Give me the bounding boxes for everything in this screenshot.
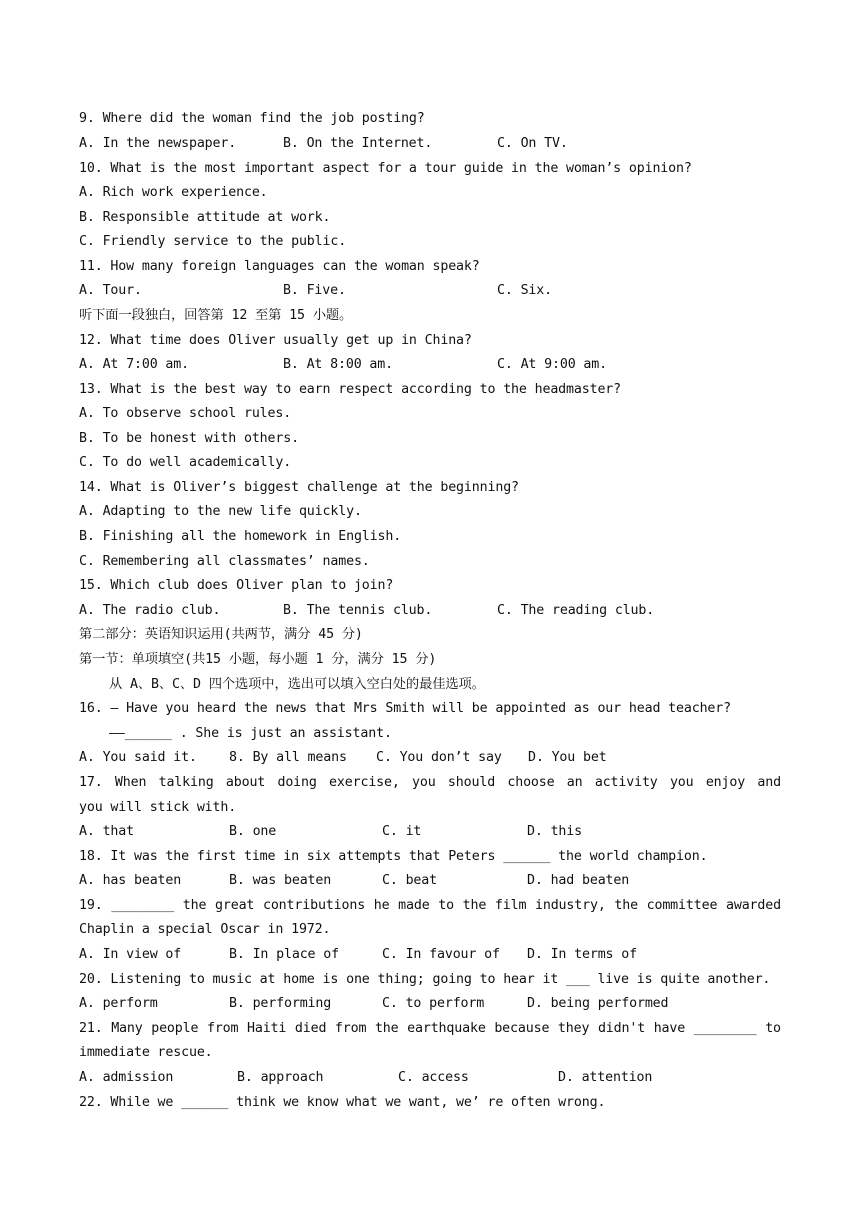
question-10-option-b: B. Responsible attitude at work. xyxy=(79,210,331,225)
word: enjoy xyxy=(705,775,746,790)
word: Many xyxy=(111,1021,143,1036)
option-a: A. The radio club. xyxy=(79,603,221,618)
option-a: A. In view of xyxy=(79,947,182,962)
word: Haiti xyxy=(247,1021,287,1036)
word: great xyxy=(215,898,255,913)
option-c: C. to perform xyxy=(382,996,485,1011)
word: committee xyxy=(646,898,718,913)
word: to xyxy=(765,1021,781,1036)
option-a: A. In the newspaper. xyxy=(79,136,237,151)
word: 21. xyxy=(79,1021,103,1036)
word: an xyxy=(566,775,583,790)
word: awarded xyxy=(725,898,781,913)
word: made xyxy=(398,898,430,913)
question-9-options xyxy=(79,132,781,156)
question-22-stem: 22. While we ______ think we know what we want, we’ re often wrong. xyxy=(79,1095,606,1110)
option-b: B. In place of xyxy=(229,947,339,962)
word: 19. xyxy=(79,898,103,913)
word: earthquake xyxy=(407,1021,486,1036)
word: about xyxy=(225,775,266,790)
option-a: A. that xyxy=(79,824,134,839)
question-10-stem: 10. What is the most important aspect for a tour guide in the woman’s opinion? xyxy=(79,161,692,176)
question-11-options xyxy=(79,279,781,303)
blank: ________ xyxy=(111,898,175,913)
question-17-options xyxy=(79,820,781,844)
option-c: C. You don’t say xyxy=(376,750,502,765)
word: choose xyxy=(507,775,555,790)
blank: ________ xyxy=(693,1021,757,1036)
word: the xyxy=(182,898,207,913)
question-10-option-a: A. Rich work experience. xyxy=(79,185,268,200)
word: they xyxy=(557,1021,590,1036)
question-19-stem xyxy=(79,894,781,918)
word: 17. xyxy=(79,775,103,790)
word: and xyxy=(757,775,781,790)
option-c: C. Six. xyxy=(497,283,552,298)
question-13-option-a: A. To observe school rules. xyxy=(79,406,292,421)
word: When xyxy=(114,775,147,790)
option-b: B. At 8:00 am. xyxy=(283,357,393,372)
question-14-option-c: C. Remembering all classmates’ names. xyxy=(79,554,370,569)
option-b: B. The tennis club. xyxy=(283,603,433,618)
option-a: A. Tour. xyxy=(79,283,142,298)
question-21-stem-continued: immediate rescue. xyxy=(79,1045,213,1060)
option-c: C. it xyxy=(382,824,422,839)
option-a: A. perform xyxy=(79,996,158,1011)
question-18-options xyxy=(79,869,781,893)
option-d: D. You bet xyxy=(528,750,607,765)
option-c: C. On TV. xyxy=(497,136,568,151)
option-c: C. beat xyxy=(382,873,437,888)
question-14-option-b: B. Finishing all the homework in English. xyxy=(79,529,402,544)
word: because xyxy=(494,1021,550,1036)
question-21-options xyxy=(79,1066,781,1090)
word: exercise, xyxy=(329,775,400,790)
option-a: A. admission xyxy=(79,1070,174,1085)
question-19-options xyxy=(79,943,781,967)
word: from xyxy=(334,1021,367,1036)
word: have xyxy=(653,1021,686,1036)
question-21-stem xyxy=(79,1017,781,1041)
word: the xyxy=(462,898,487,913)
word: industry, xyxy=(534,898,606,913)
option-d: D. this xyxy=(527,824,582,839)
section-1-heading: 第一节：单项填空(共15 小题，每小题 1 分，满分 15 分) xyxy=(79,652,437,667)
question-16-stem: 16. — Have you heard the news that Mrs Smith will be appointed as our head teacher? xyxy=(79,701,731,716)
option-a: A. has beaten xyxy=(79,873,182,888)
option-b: B. On the Internet. xyxy=(283,136,433,151)
question-15-stem: 15. Which club does Oliver plan to join? xyxy=(79,578,394,593)
word: the xyxy=(374,1021,399,1036)
question-11-stem: 11. How many foreign languages can the woman speak? xyxy=(79,259,480,274)
option-d: D. had beaten xyxy=(527,873,630,888)
word: to xyxy=(438,898,454,913)
question-12-options xyxy=(79,353,781,377)
question-10-option-c: C. Friendly service to the public. xyxy=(79,234,347,249)
option-d: D. attention xyxy=(558,1070,653,1085)
word: film xyxy=(494,898,527,913)
section-1-instruction: 从 A、B、C、D 四个选项中，选出可以填入空白处的最佳选项。 xyxy=(109,677,485,692)
option-c: C. At 9:00 am. xyxy=(497,357,607,372)
question-12-stem: 12. What time does Oliver usually get up in China? xyxy=(79,333,472,348)
word: from xyxy=(206,1021,239,1036)
question-14-stem: 14. What is Oliver’s biggest challenge at the beginning? xyxy=(79,480,519,495)
word: the xyxy=(614,898,638,913)
option-b: B. was beaten xyxy=(229,873,332,888)
word: didn't xyxy=(597,1021,646,1036)
word: people xyxy=(151,1021,199,1036)
question-18-stem: 18. It was the first time in six attempts that Peters ______ the world champion. xyxy=(79,849,708,864)
word: he xyxy=(373,898,390,913)
word: you xyxy=(412,775,436,790)
question-20-options xyxy=(79,992,781,1016)
option-d: D. being performed xyxy=(527,996,669,1011)
word: talking xyxy=(158,775,214,790)
question-13-stem: 13. What is the best way to earn respect according to the headmaster? xyxy=(79,382,622,397)
question-16-options xyxy=(79,746,781,770)
question-19-stem-continued: Chaplin a special Oscar in 1972. xyxy=(79,922,331,937)
option-b: B. Five. xyxy=(283,283,346,298)
option-c: C. The reading club. xyxy=(497,603,655,618)
question-14-option-a: A. Adapting to the new life quickly. xyxy=(79,504,362,519)
question-9-stem: 9. Where did the woman find the job posting? xyxy=(79,111,425,126)
word: contributions xyxy=(262,898,366,913)
question-17-stem xyxy=(79,771,781,795)
monologue-instruction: 听下面一段独白，回答第 12 至第 15 小题。 xyxy=(79,308,353,323)
word: you xyxy=(669,775,694,790)
word: doing xyxy=(277,775,317,790)
question-16-response: ——______ . She is just an assistant. xyxy=(109,726,392,741)
word: activity xyxy=(594,775,658,790)
option-d: D. In terms of xyxy=(527,947,637,962)
part-2-heading: 第二部分：英语知识运用(共两节，满分 45 分) xyxy=(79,627,363,642)
question-20-stem: 20. Listening to music at home is one thing; going to hear it ___ live is quite another. xyxy=(79,972,771,987)
option-a: A. At 7:00 am. xyxy=(79,357,189,372)
question-13-option-c: C. To do well academically. xyxy=(79,455,292,470)
option-b: B. approach xyxy=(237,1070,324,1085)
word: should xyxy=(447,775,496,790)
option-a: A. You said it. xyxy=(79,750,197,765)
question-13-option-b: B. To be honest with others. xyxy=(79,431,299,446)
option-b: B. one xyxy=(229,824,277,839)
option-c: C. access xyxy=(398,1070,469,1085)
word: died xyxy=(294,1021,327,1036)
option-c: C. In favour of xyxy=(382,947,500,962)
question-17-stem-continued: you will stick with. xyxy=(79,800,237,815)
option-b: B. performing xyxy=(229,996,332,1011)
question-15-options xyxy=(79,599,781,623)
option-b: 8. By all means xyxy=(229,750,347,765)
